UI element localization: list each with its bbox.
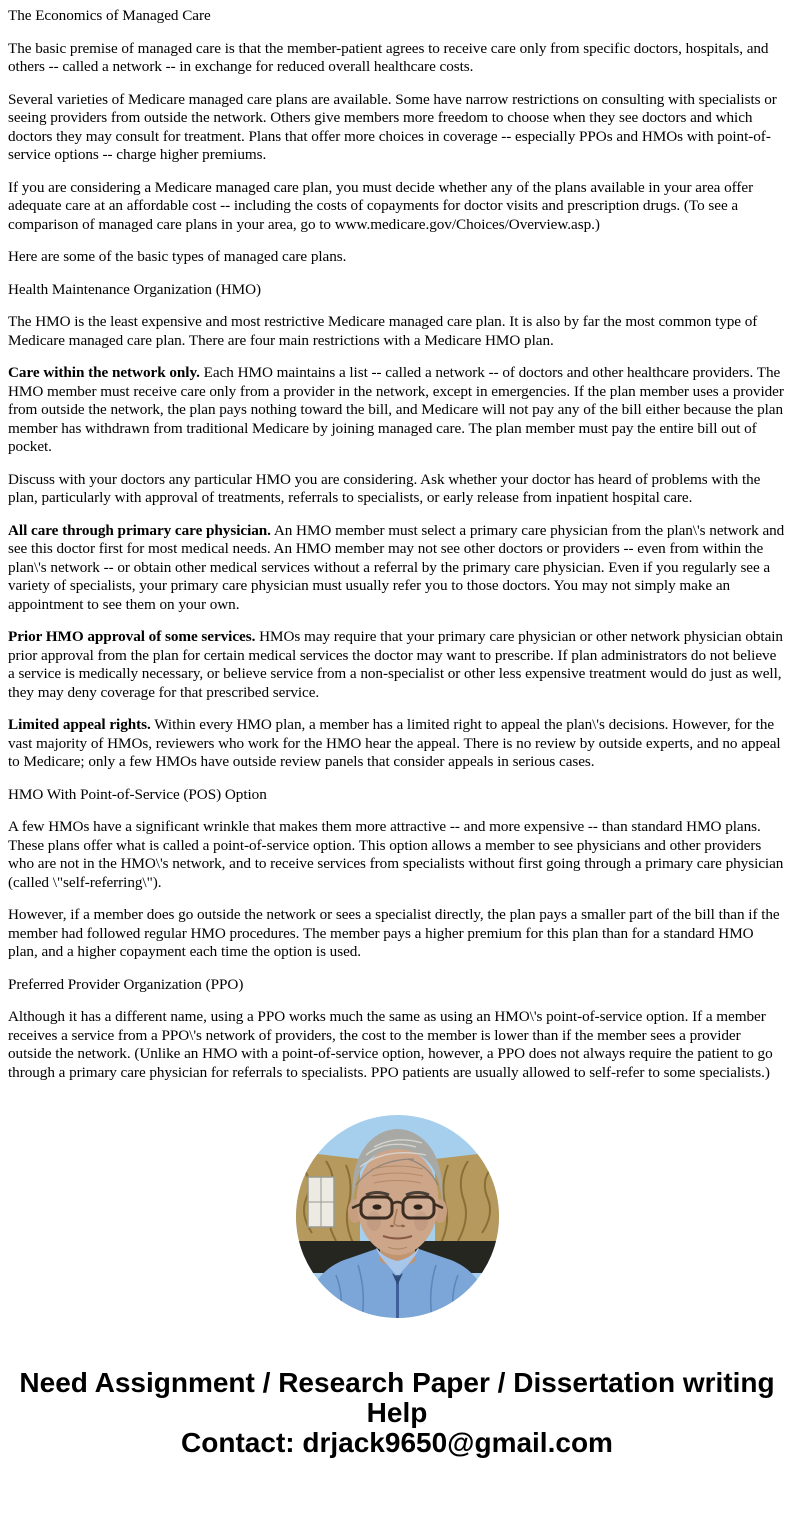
paragraph: Prior HMO approval of some services. HMOs may require that your primary care physician or other network physician obtain prior approval from the plan for certain medical services the doctor may want to prescribe. If plan administrators do not believe a service is medically necessary, or believe service from a non-specialist or other less expensive treatment would do just as well, they may deny coverage for that prescribed service. — [8, 628, 783, 701]
paragraph: A few HMOs have a significant wrinkle that makes them more attractive -- and more expensive -- than standard HMO plans. These plans offer what is called a point-of-service option. This option allows a member to see physicians and other providers who are not in the HMO\'s network, and to receive services from specialists without first going through a primary care physician (called \"self-referring\"). — [8, 818, 784, 891]
paragraph: Discuss with your doctors any particular HMO you are considering. Ask whether your doctor has heard of problems with the plan, particularly with approval of treatments, referrals to specialists, or early release from inpatient hospital care. — [8, 470, 761, 506]
paragraph: The basic premise of managed care is that the member-patient agrees to receive care only from specific doctors, hospitals, and others -- called a network -- in exchange for reduced overall healthcare costs. — [8, 39, 769, 75]
paragraph-lead: Prior HMO approval of some services. — [8, 628, 256, 645]
section-heading-hmo: Health Maintenance Organization (HMO) — [8, 280, 262, 298]
paragraph: Several varieties of Medicare managed care plans are available. Some have narrow restrictions on consulting with specialists or seeing providers from outside the network. Others give members more freedom to choose when they see doctors and which doctors they may consult for treatment. Plans that offer more choices in coverage -- especially PPOs and HMOs with point-of-service options -- charge higher premiums. — [8, 90, 777, 163]
portrait-photo-svg — [296, 1115, 499, 1318]
section-heading-ppo: Preferred Provider Organization (PPO) — [8, 975, 244, 993]
footer-help-text: Need Assignment / Research Paper / Dissertation writing Help — [19, 1367, 775, 1428]
paragraph: Here are some of the basic types of managed care plans. — [8, 248, 347, 265]
footer-contact: Contact: drjack9650@gmail.com — [181, 1427, 613, 1458]
paragraph-lead: Care within the network only. — [8, 364, 200, 381]
footer-ad — [0, 1368, 794, 1486]
document-title: The Economics of Managed Care — [8, 7, 211, 24]
paragraph: The HMO is the least expensive and most restrictive Medicare managed care plan. It is also by far the most common type of Medicare managed care plan. There are four main restrictions with a Medicare HMO plan. — [8, 313, 758, 349]
section-heading-pos: HMO With Point-of-Service (POS) Option — [8, 785, 267, 803]
paragraph: All care through primary care physician. An HMO member must select a primary care physician from the plan\'s network and see this doctor first for most medical needs. An HMO member may not see other doctors or providers -- even from within the plan\'s network -- or obtain other medical services without a referral by the primary care physician. Even if you regularly see a variety of specialists, your primary care physician must usually refer you to those doctors. You may not simply make an appointment to see them on your own. — [8, 521, 785, 613]
paragraph: However, if a member does go outside the network or sees a specialist directly, the plan pays a smaller part of the bill than if the member had followed regular HMO procedures. The member pays a higher premium for this plan than for a standard HMO plan, and a higher copayment each time the option is used. — [8, 906, 780, 960]
paragraph: Limited appeal rights. Within every HMO plan, a member has a limited right to appeal the plan\'s decisions. However, for the vast majority of HMOs, reviewers who work for the HMO hear the appeal. There is no review by outside experts, and no appeal to Medicare; only a few HMOs have outside review panels that consider appeals in serious cases. — [8, 716, 781, 770]
paragraph-lead: All care through primary care physician. — [8, 521, 271, 539]
paragraph: If you are considering a Medicare managed care plan, you must decide whether any of the plans available in your area offer adequate care at an affordable cost -- including the costs of copayments for doctor visits and prescription drugs. (To see a comparison of managed care plans in your area, go to www.medicare.gov/Choices/Overview.asp.) — [8, 178, 754, 233]
window-frame — [308, 1177, 334, 1227]
portrait-photo — [296, 1115, 499, 1318]
paragraph: Although it has a different name, using a PPO works much the same as using an HMO\'s point-of-service option. If a member receives a service from a PPO\'s network of providers, the cost to the member is lower than if the member sees a provider outside the network. (Unlike an HMO with a point-of-service option, however, a PPO does not always require the patient to go through a primary care physician for referrals to specialists. PPO patients are usually allowed to self-refer to some specialists.) — [8, 1008, 773, 1081]
paragraph-lead: Limited appeal rights. — [8, 716, 151, 733]
photo-scene — [296, 1115, 499, 1318]
paragraph: Care within the network only. Each HMO maintains a list -- called a network -- of doctors and other healthcare providers. The HMO member must receive care only from a provider in the network, except in emergencies. If the plan member uses a provider from outside the network, the plan pays nothing toward the bill, and Medicare will not pay any of the bill either because the plan member has withdrawn from traditional Medicare by joining managed care. The plan member must pay the entire bill out of pocket. — [8, 364, 784, 455]
